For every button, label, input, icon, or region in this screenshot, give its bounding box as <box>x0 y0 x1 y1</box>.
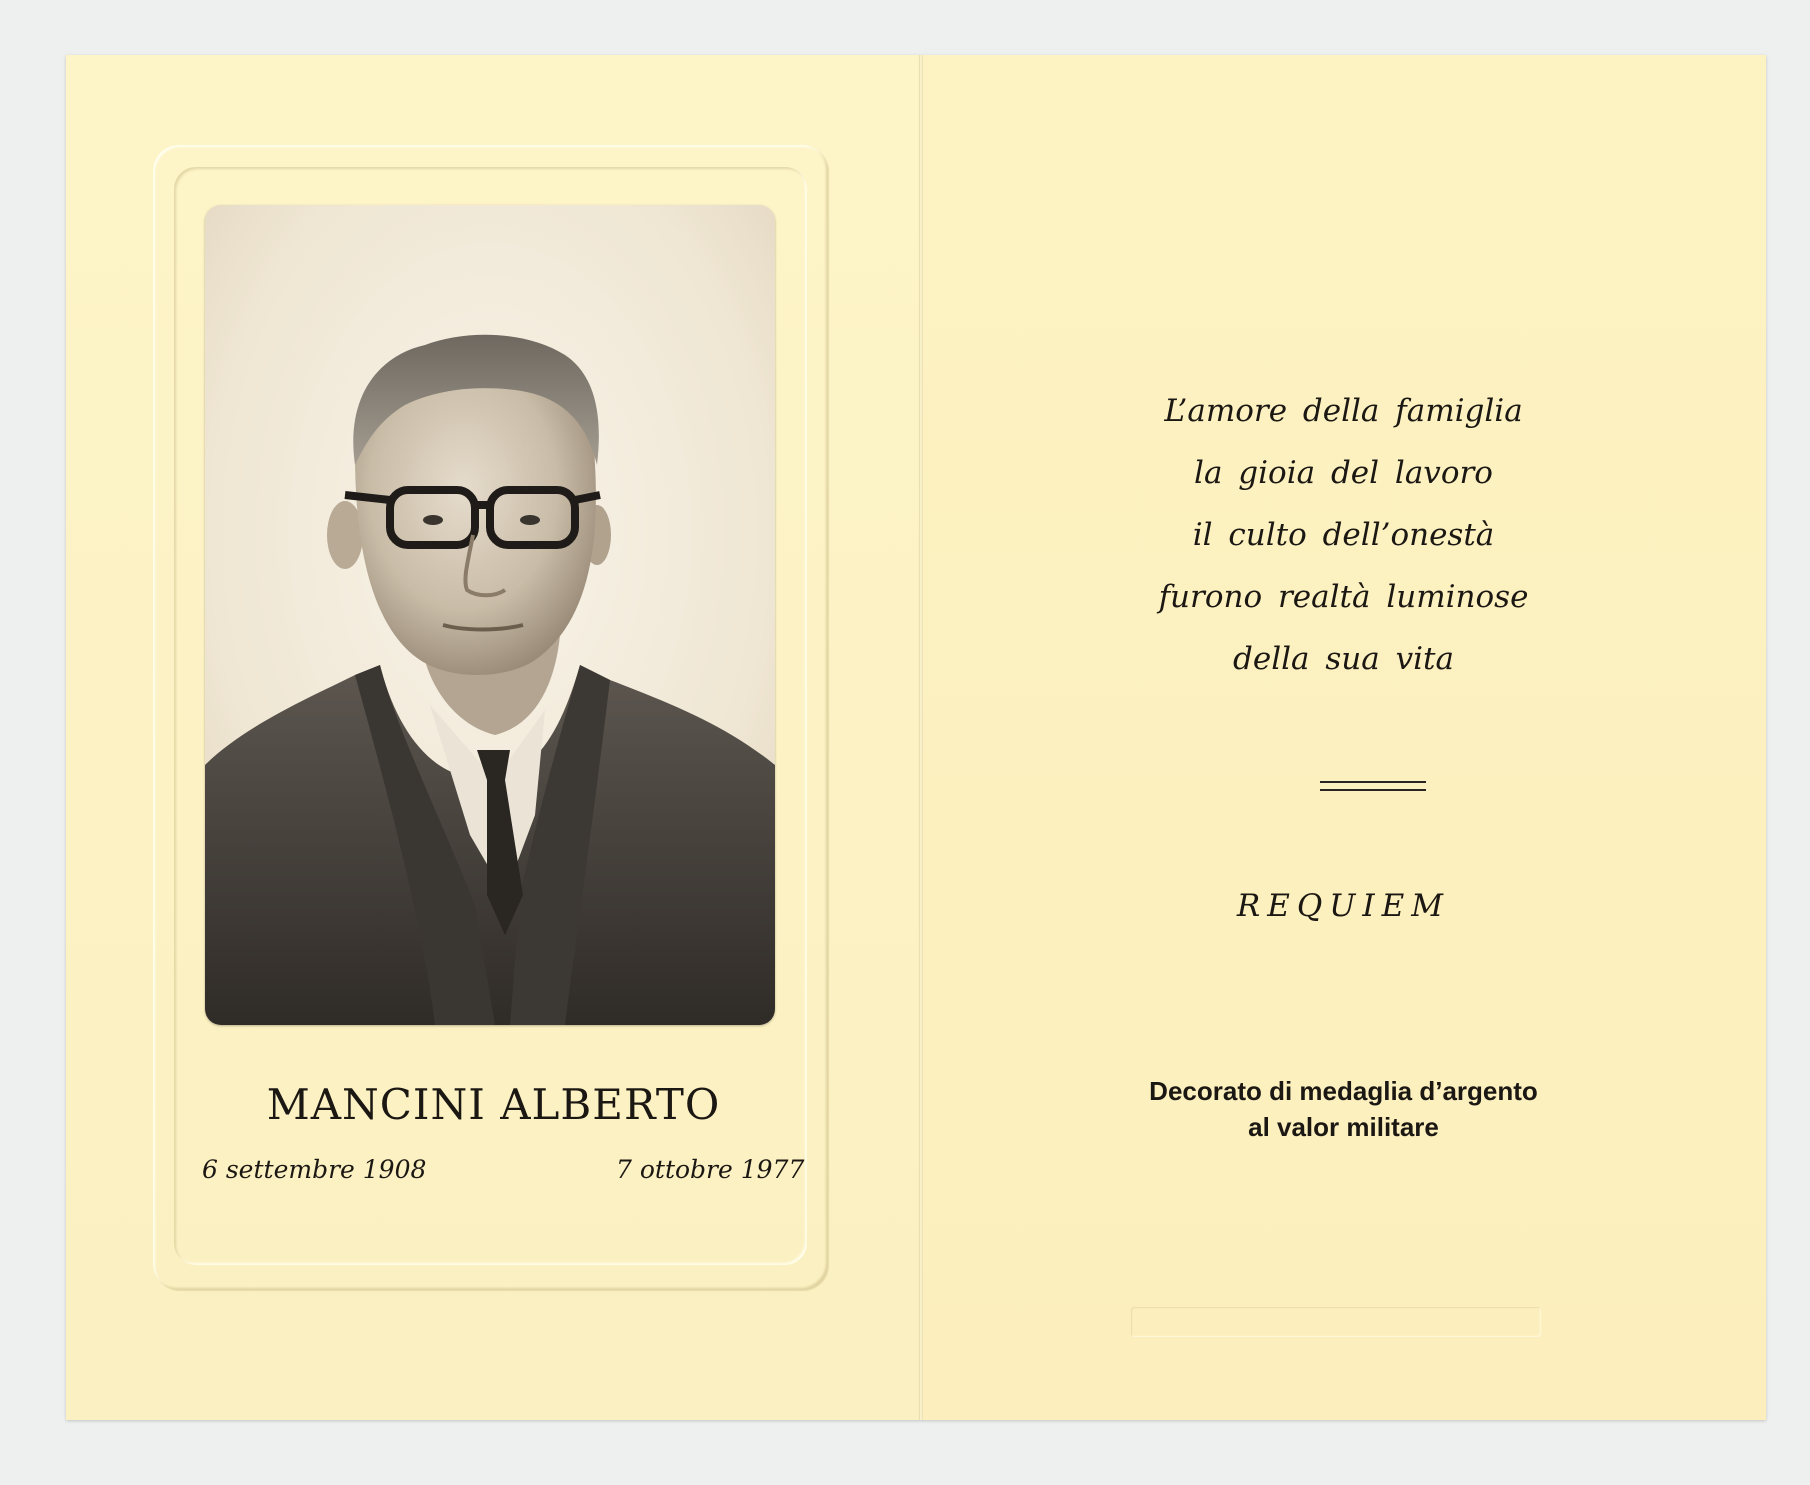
blind-embossed-stamp <box>1131 1307 1541 1337</box>
verse-line: la gioia del lavoro <box>1194 455 1493 491</box>
military-decoration <box>921 1073 1766 1145</box>
right-panel <box>921 55 1766 1420</box>
verse-line: della sua vita <box>1233 641 1454 677</box>
verse-line: furono realtà luminose <box>1158 579 1529 615</box>
portrait-photo-icon <box>205 205 775 1025</box>
card-fold <box>919 55 923 1420</box>
verse-line: L’amore della famiglia <box>1164 393 1523 429</box>
death-date: 7 ottobre 1977 <box>616 1155 805 1184</box>
left-panel <box>66 55 921 1420</box>
decoration-line: al valor militare <box>1248 1112 1439 1142</box>
birth-date: 6 settembre 1908 <box>202 1155 427 1184</box>
deceased-name: MANCINI ALBERTO <box>266 1080 721 1129</box>
double-rule-divider <box>1320 781 1426 791</box>
memorial-card <box>66 55 1766 1420</box>
portrait-photo <box>205 205 775 1025</box>
requiem-heading: REQUIEM <box>1236 888 1451 924</box>
memorial-verse <box>921 380 1766 690</box>
decoration-line: Decorato di medaglia d’argento <box>1149 1076 1538 1106</box>
verse-line: il culto dell’onestà <box>1192 517 1495 553</box>
